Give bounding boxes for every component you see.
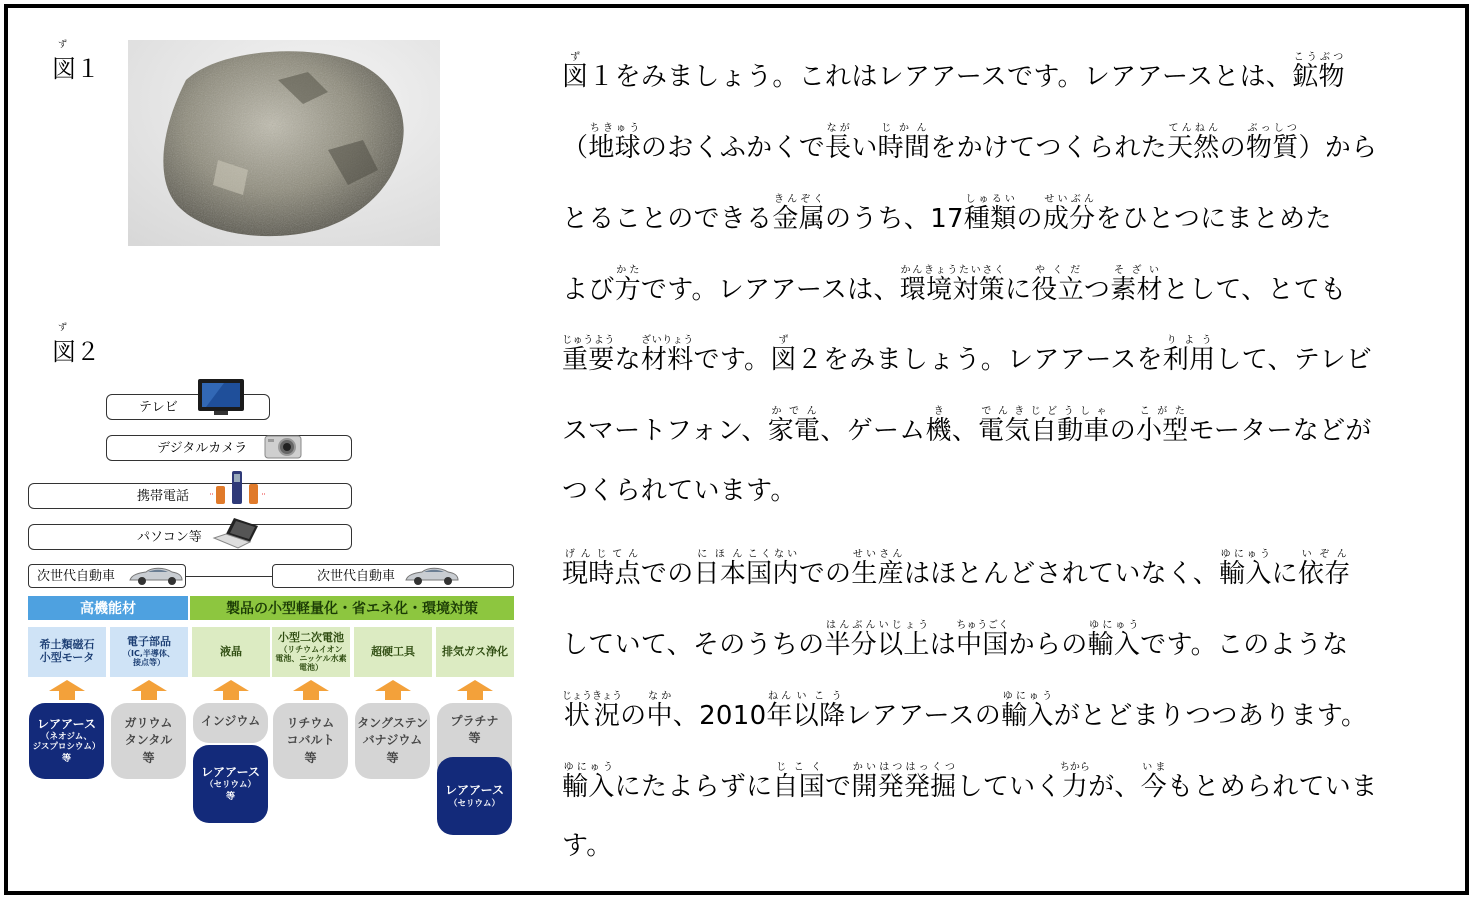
device-label: 携帯電話 bbox=[137, 488, 190, 504]
vehicle-box-right bbox=[272, 564, 514, 588]
material-etc: 等 bbox=[468, 731, 481, 746]
material-etc: 等 bbox=[304, 750, 317, 765]
tv-icon bbox=[196, 377, 246, 419]
application-cell bbox=[436, 627, 514, 677]
mobile-phone-icon bbox=[208, 468, 268, 508]
text-run: として、とても bbox=[1162, 275, 1347, 305]
text-run: での bbox=[798, 559, 852, 589]
header-left-label: 高機能材 bbox=[80, 601, 136, 617]
material-detail: （セリウム） bbox=[449, 798, 500, 809]
application-cell bbox=[110, 627, 188, 677]
text-run: のうち、17 bbox=[825, 204, 964, 234]
application-cell-title: 排気ガス浄化 bbox=[442, 644, 508, 658]
text-run: １をみましょう。これはレアアースです。レアアースとは、 bbox=[588, 62, 1293, 92]
text-run: い bbox=[851, 133, 878, 163]
material-name: インジウム bbox=[200, 714, 261, 728]
ruby-word: 以上いじょう bbox=[877, 620, 930, 660]
ruby-word: 半分はんぶん bbox=[824, 620, 878, 660]
device-label: テレビ bbox=[139, 399, 178, 415]
ruby-word: 種類しゅるい bbox=[963, 194, 1017, 234]
device-label: パソコン等 bbox=[137, 529, 202, 545]
ruby-word: 役立やくだ bbox=[1031, 265, 1084, 305]
ruby-word: 輸入ゆにゅう bbox=[1219, 549, 1272, 589]
text-run: が、 bbox=[1088, 772, 1141, 802]
text-run: つ bbox=[1083, 275, 1111, 305]
paragraph-line bbox=[562, 52, 1345, 90]
device-box-pc bbox=[28, 524, 352, 550]
laptop-icon bbox=[212, 516, 262, 550]
ruby-word: 材料ざいりょう bbox=[640, 335, 694, 375]
application-cell bbox=[28, 627, 106, 677]
up-arrow-icon bbox=[457, 680, 493, 700]
text-run: で bbox=[825, 772, 852, 802]
text-run: をかけてつくられた bbox=[930, 133, 1167, 163]
paragraph-line bbox=[562, 478, 797, 504]
material-pill bbox=[355, 703, 430, 779]
material-pill bbox=[193, 745, 268, 823]
text-run: スマートフォン、 bbox=[562, 416, 768, 446]
ruby-word: 地球ちきゅう bbox=[588, 123, 641, 163]
ruby-word: 素材そざい bbox=[1110, 265, 1163, 305]
text-run: の bbox=[1016, 204, 1043, 234]
ruby-word: 依存いぞん bbox=[1297, 549, 1351, 589]
ruby-word: 重要じゅうよう bbox=[562, 335, 615, 375]
text-run: での bbox=[640, 559, 694, 589]
text-run: はほとんどされていなく、 bbox=[903, 559, 1220, 589]
application-cell-title: 超硬工具 bbox=[371, 644, 415, 658]
up-arrow-icon bbox=[293, 680, 329, 700]
ruby-word: 日本にほん bbox=[693, 549, 747, 589]
material-name: プラチナ bbox=[450, 714, 499, 728]
paragraph-line bbox=[562, 265, 1346, 303]
material-name: レアアース bbox=[36, 717, 97, 732]
text-run: な bbox=[614, 345, 641, 375]
figure2-ruby: ず bbox=[58, 323, 68, 333]
text-run: とることのできる bbox=[562, 204, 773, 234]
text-run: です。このような bbox=[1140, 630, 1349, 660]
ruby-word: 自国じこく bbox=[772, 762, 826, 802]
paragraph-line bbox=[562, 691, 1367, 729]
ruby-word: 時間じかん bbox=[877, 123, 931, 163]
ruby-word: 中なか bbox=[646, 691, 673, 731]
ruby-word: 金属きんぞく bbox=[772, 194, 826, 234]
up-arrow-icon bbox=[375, 680, 411, 700]
application-cell bbox=[272, 627, 350, 677]
text-run: よび bbox=[562, 275, 615, 305]
application-cell-title: 小型二次電池 bbox=[278, 630, 344, 644]
application-cell bbox=[192, 627, 270, 677]
application-cell-title: 電子部品 bbox=[127, 635, 171, 649]
paragraph-line bbox=[562, 833, 613, 859]
text-run: す。 bbox=[562, 831, 613, 861]
rare-earth-rock-photo bbox=[128, 40, 440, 246]
text-run: していて、そのうちの bbox=[562, 630, 825, 660]
ruby-word: 中国ちゅうごく bbox=[956, 620, 1009, 660]
text-run: からの bbox=[1008, 630, 1088, 660]
ruby-word: 国内こくない bbox=[746, 549, 799, 589]
text-run: 、ゲーム bbox=[820, 416, 926, 446]
material-name: レアアース bbox=[444, 783, 505, 798]
header-right-label: 製品の小型軽量化・省エネ化・環境対策 bbox=[226, 601, 478, 617]
ruby-word: 発掘はっくつ bbox=[903, 762, 957, 802]
text-run: がとどまりつつあります。 bbox=[1053, 701, 1368, 731]
material-detail: （セリウム） bbox=[205, 780, 256, 791]
camera-icon bbox=[263, 432, 303, 460]
text-run: に bbox=[1004, 275, 1032, 305]
ruby-word: 長なが bbox=[825, 123, 852, 163]
ruby-word: 小型こがた bbox=[1136, 406, 1189, 446]
figure2-label bbox=[52, 323, 100, 366]
text-run: ）から bbox=[1298, 133, 1378, 163]
ruby-word: 輸入ゆにゅう bbox=[562, 762, 615, 802]
ruby-word: 生産せいさん bbox=[851, 549, 904, 589]
material-etc: 等 bbox=[386, 750, 399, 765]
vehicle-connector-line bbox=[186, 576, 272, 577]
text-run: の bbox=[620, 701, 647, 731]
text-run: していく bbox=[956, 772, 1062, 802]
up-arrow-icon bbox=[131, 680, 167, 700]
figure1-label-text: 図１ bbox=[52, 55, 100, 83]
figure1-ruby: ず bbox=[58, 40, 68, 50]
text-run: です。 bbox=[693, 345, 771, 375]
text-run: に bbox=[1271, 559, 1298, 589]
material-pill bbox=[273, 703, 348, 779]
ruby-word: 以降いこう bbox=[792, 691, 846, 731]
application-cell-title: 液晶 bbox=[220, 644, 242, 658]
ruby-word: 輸入ゆにゅう bbox=[1001, 691, 1054, 731]
device-label: デジタルカメラ bbox=[157, 440, 248, 456]
device-box-camera bbox=[106, 435, 352, 461]
ruby-word: 利用りよう bbox=[1162, 335, 1216, 375]
car-icon bbox=[128, 563, 184, 587]
ruby-word: 年ねん bbox=[766, 691, 793, 731]
paragraph-line bbox=[562, 549, 1351, 587]
application-cell-subtitle: （IC,半導体、 接点等） bbox=[123, 649, 175, 668]
material-name: タングステン バナジウム bbox=[357, 715, 428, 748]
material-pill bbox=[29, 703, 104, 779]
car-icon bbox=[404, 563, 460, 587]
text-run: 、2010 bbox=[672, 701, 767, 731]
application-cell bbox=[354, 627, 432, 677]
ruby-word: 鉱物こうぶつ bbox=[1292, 52, 1345, 92]
ruby-word: 環境対策かんきょうたいさく bbox=[899, 265, 1005, 305]
up-arrow-icon bbox=[213, 680, 249, 700]
ruby-word: 図ず bbox=[770, 335, 797, 375]
text-run: にたよらずに bbox=[614, 772, 773, 802]
text-run: して、テレビ bbox=[1215, 345, 1373, 375]
ruby-word: 図ず bbox=[562, 52, 589, 92]
ruby-word: 家電かでん bbox=[767, 406, 821, 446]
text-run: の bbox=[1219, 133, 1246, 163]
application-cell-subtitle: （リチウムイオン 電池、ニッケル水素 電池） bbox=[275, 644, 347, 672]
vehicle-label: 次世代自動車 bbox=[37, 568, 116, 584]
ruby-word: 成分せいぶん bbox=[1042, 194, 1096, 234]
text-run: のおくふかくで bbox=[640, 133, 826, 163]
paragraph-line bbox=[562, 762, 1377, 800]
ruby-word: 状況じょうきょう bbox=[562, 691, 622, 731]
text-run: レアアースの bbox=[845, 701, 1002, 731]
text-run: つくられています。 bbox=[562, 476, 797, 506]
material-etc: 等 bbox=[61, 753, 71, 764]
application-cell-title: 希土類磁石 小型モータ bbox=[39, 638, 95, 664]
material-name: レアアース bbox=[200, 764, 261, 779]
ruby-word: 力ちから bbox=[1059, 762, 1090, 802]
header-product-goals bbox=[190, 596, 514, 620]
material-name: ガリウム タンタル bbox=[124, 715, 173, 748]
device-box-mobile bbox=[28, 483, 352, 509]
paragraph-line bbox=[562, 406, 1372, 444]
text-run: もとめられていま bbox=[1167, 772, 1378, 802]
ruby-word: 方かた bbox=[614, 265, 641, 305]
text-run: ２をみましょう。レアアースを bbox=[796, 345, 1163, 375]
paragraph-line bbox=[562, 620, 1348, 658]
text-run: です。レアアースは、 bbox=[640, 275, 900, 305]
material-etc: 等 bbox=[142, 750, 155, 765]
text-run: モーターなどが bbox=[1188, 416, 1372, 446]
figure2-label-text: 図２ bbox=[52, 338, 100, 366]
material-name: リチウム コバルト bbox=[286, 715, 335, 748]
text-run: 、 bbox=[951, 416, 979, 446]
material-pill bbox=[437, 757, 512, 835]
ruby-word: 電気自動車でんきじどうしゃ bbox=[978, 406, 1110, 446]
ruby-word: 輸入ゆにゅう bbox=[1087, 620, 1141, 660]
ruby-word: 現時点げんじてん bbox=[562, 549, 641, 589]
text-run: の bbox=[1109, 416, 1136, 446]
material-pill bbox=[111, 703, 186, 779]
text-run: をひとつにまとめた bbox=[1095, 204, 1332, 234]
paragraph-line bbox=[562, 123, 1377, 161]
material-pill bbox=[193, 703, 268, 743]
ruby-word: 機き bbox=[925, 406, 952, 446]
material-detail: （ネオジム、 ジスプロシウム） bbox=[32, 732, 101, 753]
ruby-word: 天然てんねん bbox=[1166, 123, 1220, 163]
material-etc: 等 bbox=[225, 792, 235, 803]
paragraph-line bbox=[562, 335, 1372, 373]
figure1-label bbox=[52, 40, 100, 83]
text-run: は bbox=[929, 630, 957, 660]
up-arrow-icon bbox=[49, 680, 85, 700]
vehicle-label: 次世代自動車 bbox=[317, 568, 396, 584]
ruby-word: 開発かいはつ bbox=[851, 762, 904, 802]
text-run: （ bbox=[562, 133, 589, 163]
paragraph-line bbox=[562, 194, 1332, 232]
ruby-word: 物質ぶっしつ bbox=[1245, 123, 1299, 163]
header-high-function-materials bbox=[28, 596, 188, 620]
ruby-word: 今いま bbox=[1140, 762, 1167, 802]
